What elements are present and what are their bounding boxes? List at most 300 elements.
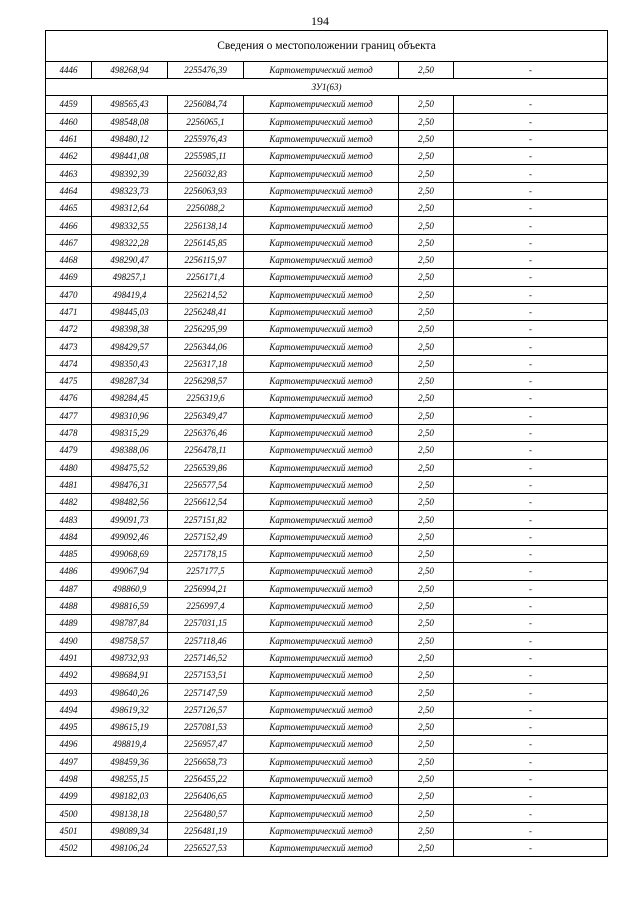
table-row — [46, 546, 608, 563]
table-row — [46, 597, 608, 614]
cell-method: Картометрический метод — [244, 494, 399, 511]
cell-accuracy: 2,50 — [399, 217, 454, 234]
cell-description: - — [454, 684, 608, 701]
cell-point-number: 4471 — [46, 303, 92, 320]
cell-method: Картометрический метод — [244, 736, 399, 753]
cell-method: Картометрический метод — [244, 424, 399, 441]
cell-y-coordinate: 2256527,53 — [168, 840, 244, 857]
cell-description: - — [454, 338, 608, 355]
cell-y-coordinate: 2256349,47 — [168, 407, 244, 424]
cell-method: Картометрический метод — [244, 130, 399, 147]
cell-description: - — [454, 217, 608, 234]
cell-y-coordinate: 2256376,46 — [168, 424, 244, 441]
table-row — [46, 718, 608, 735]
cell-method: Картометрический метод — [244, 840, 399, 857]
cell-method: Картометрический метод — [244, 718, 399, 735]
table-row — [46, 269, 608, 286]
cell-description: - — [454, 718, 608, 735]
cell-point-number: 4495 — [46, 718, 92, 735]
cell-accuracy: 2,50 — [399, 494, 454, 511]
cell-y-coordinate: 2257151,82 — [168, 511, 244, 528]
cell-y-coordinate: 2256138,14 — [168, 217, 244, 234]
cell-point-number: 4479 — [46, 442, 92, 459]
cell-point-number: 4468 — [46, 251, 92, 268]
cell-description: - — [454, 373, 608, 390]
cell-y-coordinate: 2256145,85 — [168, 234, 244, 251]
cell-point-number: 4459 — [46, 96, 92, 113]
cell-method: Картометрический метод — [244, 597, 399, 614]
table-row — [46, 753, 608, 770]
cell-description: - — [454, 62, 608, 79]
cell-y-coordinate: 2256577,54 — [168, 476, 244, 493]
cell-method: Картометрический метод — [244, 684, 399, 701]
cell-description: - — [454, 753, 608, 770]
cell-accuracy: 2,50 — [399, 355, 454, 372]
cell-description: - — [454, 736, 608, 753]
cell-accuracy: 2,50 — [399, 615, 454, 632]
cell-point-number: 4476 — [46, 390, 92, 407]
cell-point-number: 4466 — [46, 217, 92, 234]
cell-accuracy: 2,50 — [399, 286, 454, 303]
cell-x-coordinate: 499092,46 — [92, 528, 168, 545]
cell-x-coordinate: 498619,32 — [92, 701, 168, 718]
cell-point-number: 4486 — [46, 563, 92, 580]
cell-x-coordinate: 498268,94 — [92, 62, 168, 79]
cell-description: - — [454, 667, 608, 684]
cell-point-number: 4478 — [46, 424, 92, 441]
cell-y-coordinate: 2256478,11 — [168, 442, 244, 459]
cell-point-number: 4470 — [46, 286, 92, 303]
cell-method: Картометрический метод — [244, 701, 399, 718]
table-row — [46, 130, 608, 147]
cell-x-coordinate: 498392,39 — [92, 165, 168, 182]
cell-point-number: 4469 — [46, 269, 92, 286]
cell-accuracy: 2,50 — [399, 805, 454, 822]
table-row — [46, 615, 608, 632]
cell-y-coordinate: 2255476,39 — [168, 62, 244, 79]
cell-accuracy: 2,50 — [399, 753, 454, 770]
cell-y-coordinate: 2256248,41 — [168, 303, 244, 320]
table-row — [46, 788, 608, 805]
cell-accuracy: 2,50 — [399, 563, 454, 580]
cell-accuracy: 2,50 — [399, 130, 454, 147]
cell-accuracy: 2,50 — [399, 442, 454, 459]
cell-method: Картометрический метод — [244, 546, 399, 563]
cell-x-coordinate: 498419,4 — [92, 286, 168, 303]
cell-method: Картометрический метод — [244, 632, 399, 649]
cell-accuracy: 2,50 — [399, 822, 454, 839]
cell-x-coordinate: 498315,29 — [92, 424, 168, 441]
cell-description: - — [454, 321, 608, 338]
boundary-coordinates-table — [45, 30, 608, 857]
cell-point-number: 4480 — [46, 459, 92, 476]
cell-description: - — [454, 632, 608, 649]
cell-x-coordinate: 498182,03 — [92, 788, 168, 805]
cell-x-coordinate: 498482,56 — [92, 494, 168, 511]
cell-x-coordinate: 498106,24 — [92, 840, 168, 857]
cell-accuracy: 2,50 — [399, 580, 454, 597]
cell-x-coordinate: 498819,4 — [92, 736, 168, 753]
cell-point-number: 4477 — [46, 407, 92, 424]
cell-y-coordinate: 2256994,21 — [168, 580, 244, 597]
cell-method: Картометрический метод — [244, 165, 399, 182]
cell-description: - — [454, 182, 608, 199]
cell-method: Картометрический метод — [244, 649, 399, 666]
table-title-row — [46, 31, 608, 62]
cell-point-number: 4481 — [46, 476, 92, 493]
cell-y-coordinate: 2256539,86 — [168, 459, 244, 476]
table-row — [46, 424, 608, 441]
cell-y-coordinate: 2256317,18 — [168, 355, 244, 372]
section-row — [46, 79, 608, 96]
cell-accuracy: 2,50 — [399, 459, 454, 476]
cell-y-coordinate: 2256214,52 — [168, 286, 244, 303]
table-row — [46, 113, 608, 130]
cell-accuracy: 2,50 — [399, 649, 454, 666]
cell-accuracy: 2,50 — [399, 511, 454, 528]
cell-method: Картометрический метод — [244, 528, 399, 545]
cell-x-coordinate: 498640,26 — [92, 684, 168, 701]
cell-description: - — [454, 476, 608, 493]
table-row — [46, 580, 608, 597]
cell-description: - — [454, 770, 608, 787]
cell-point-number: 4496 — [46, 736, 92, 753]
cell-method: Картометрический метод — [244, 234, 399, 251]
cell-x-coordinate: 499091,73 — [92, 511, 168, 528]
cell-point-number: 4482 — [46, 494, 92, 511]
cell-point-number: 4492 — [46, 667, 92, 684]
table-row — [46, 200, 608, 217]
cell-y-coordinate: 2257118,46 — [168, 632, 244, 649]
cell-x-coordinate: 498255,15 — [92, 770, 168, 787]
cell-description: - — [454, 805, 608, 822]
table-row — [46, 217, 608, 234]
cell-method: Картометрический метод — [244, 563, 399, 580]
cell-y-coordinate: 2256997,4 — [168, 597, 244, 614]
table-row — [46, 684, 608, 701]
cell-point-number: 4490 — [46, 632, 92, 649]
table-row — [46, 303, 608, 320]
cell-x-coordinate: 498459,36 — [92, 753, 168, 770]
table-row — [46, 148, 608, 165]
cell-accuracy: 2,50 — [399, 113, 454, 130]
cell-x-coordinate: 498310,96 — [92, 407, 168, 424]
table-row — [46, 476, 608, 493]
table-row — [46, 840, 608, 857]
cell-method: Картометрический метод — [244, 373, 399, 390]
cell-point-number: 4474 — [46, 355, 92, 372]
cell-accuracy: 2,50 — [399, 770, 454, 787]
table-row — [46, 528, 608, 545]
cell-point-number: 4500 — [46, 805, 92, 822]
cell-description: - — [454, 269, 608, 286]
cell-description: - — [454, 234, 608, 251]
cell-y-coordinate: 2255985,11 — [168, 148, 244, 165]
table-row — [46, 165, 608, 182]
table-row — [46, 563, 608, 580]
cell-y-coordinate: 2256344,06 — [168, 338, 244, 355]
cell-x-coordinate: 498445,03 — [92, 303, 168, 320]
cell-method: Картометрический метод — [244, 217, 399, 234]
table-row — [46, 494, 608, 511]
cell-method: Картометрический метод — [244, 390, 399, 407]
table-row — [46, 234, 608, 251]
cell-point-number: 4463 — [46, 165, 92, 182]
cell-x-coordinate: 498480,12 — [92, 130, 168, 147]
cell-y-coordinate: 2256084,74 — [168, 96, 244, 113]
cell-point-number: 4473 — [46, 338, 92, 355]
cell-y-coordinate: 2255976,43 — [168, 130, 244, 147]
cell-method: Картометрический метод — [244, 286, 399, 303]
table-row — [46, 632, 608, 649]
cell-description: - — [454, 615, 608, 632]
cell-description: - — [454, 511, 608, 528]
cell-point-number: 4491 — [46, 649, 92, 666]
cell-accuracy: 2,50 — [399, 424, 454, 441]
cell-accuracy: 2,50 — [399, 840, 454, 857]
table-row — [46, 407, 608, 424]
table-row — [46, 251, 608, 268]
cell-accuracy: 2,50 — [399, 148, 454, 165]
cell-x-coordinate: 498615,19 — [92, 718, 168, 735]
cell-accuracy: 2,50 — [399, 390, 454, 407]
cell-accuracy: 2,50 — [399, 182, 454, 199]
cell-method: Картометрический метод — [244, 321, 399, 338]
cell-description: - — [454, 546, 608, 563]
cell-method: Картометрический метод — [244, 62, 399, 79]
cell-description: - — [454, 597, 608, 614]
cell-x-coordinate: 498816,59 — [92, 597, 168, 614]
cell-point-number: 4467 — [46, 234, 92, 251]
cell-y-coordinate: 2256406,65 — [168, 788, 244, 805]
cell-x-coordinate: 498312,64 — [92, 200, 168, 217]
table-row — [46, 321, 608, 338]
cell-x-coordinate: 498476,31 — [92, 476, 168, 493]
cell-method: Картометрический метод — [244, 580, 399, 597]
cell-x-coordinate: 498089,34 — [92, 822, 168, 839]
cell-y-coordinate: 2257146,52 — [168, 649, 244, 666]
cell-accuracy: 2,50 — [399, 165, 454, 182]
cell-point-number: 4501 — [46, 822, 92, 839]
cell-description: - — [454, 286, 608, 303]
cell-method: Картометрический метод — [244, 96, 399, 113]
cell-accuracy: 2,50 — [399, 303, 454, 320]
cell-x-coordinate: 498290,47 — [92, 251, 168, 268]
cell-accuracy: 2,50 — [399, 234, 454, 251]
cell-accuracy: 2,50 — [399, 373, 454, 390]
cell-y-coordinate: 2256295,99 — [168, 321, 244, 338]
cell-accuracy: 2,50 — [399, 546, 454, 563]
table-row — [46, 459, 608, 476]
cell-x-coordinate: 498332,55 — [92, 217, 168, 234]
cell-accuracy: 2,50 — [399, 338, 454, 355]
cell-x-coordinate: 498322,28 — [92, 234, 168, 251]
cell-point-number: 4465 — [46, 200, 92, 217]
table-row — [46, 355, 608, 372]
cell-accuracy: 2,50 — [399, 62, 454, 79]
table-row — [46, 62, 608, 79]
cell-method: Картометрический метод — [244, 459, 399, 476]
cell-description: - — [454, 165, 608, 182]
cell-description: - — [454, 580, 608, 597]
cell-description: - — [454, 563, 608, 580]
cell-method: Картометрический метод — [244, 303, 399, 320]
cell-y-coordinate: 2257153,51 — [168, 667, 244, 684]
cell-point-number: 4494 — [46, 701, 92, 718]
table-row — [46, 338, 608, 355]
cell-method: Картометрический метод — [244, 753, 399, 770]
cell-description: - — [454, 459, 608, 476]
cell-description: - — [454, 96, 608, 113]
cell-method: Картометрический метод — [244, 148, 399, 165]
cell-y-coordinate: 2256455,22 — [168, 770, 244, 787]
cell-point-number: 4493 — [46, 684, 92, 701]
cell-point-number: 4484 — [46, 528, 92, 545]
table-row — [46, 701, 608, 718]
cell-method: Картометрический метод — [244, 788, 399, 805]
cell-x-coordinate: 499067,94 — [92, 563, 168, 580]
cell-x-coordinate: 498441,08 — [92, 148, 168, 165]
cell-method: Картометрический метод — [244, 476, 399, 493]
table-row — [46, 442, 608, 459]
cell-accuracy: 2,50 — [399, 788, 454, 805]
cell-point-number: 4502 — [46, 840, 92, 857]
cell-method: Картометрический метод — [244, 200, 399, 217]
table-row — [46, 649, 608, 666]
cell-x-coordinate: 498429,57 — [92, 338, 168, 355]
cell-method: Картометрический метод — [244, 182, 399, 199]
cell-x-coordinate: 498565,43 — [92, 96, 168, 113]
cell-method: Картометрический метод — [244, 407, 399, 424]
cell-y-coordinate: 2256171,4 — [168, 269, 244, 286]
cell-y-coordinate: 2256481,19 — [168, 822, 244, 839]
cell-point-number: 4499 — [46, 788, 92, 805]
cell-y-coordinate: 2257126,57 — [168, 701, 244, 718]
cell-x-coordinate: 498860,9 — [92, 580, 168, 597]
cell-description: - — [454, 442, 608, 459]
cell-method: Картометрический метод — [244, 355, 399, 372]
table-row — [46, 511, 608, 528]
cell-description: - — [454, 528, 608, 545]
cell-x-coordinate: 498323,73 — [92, 182, 168, 199]
table-row — [46, 805, 608, 822]
cell-x-coordinate: 498257,1 — [92, 269, 168, 286]
cell-point-number: 4460 — [46, 113, 92, 130]
cell-description: - — [454, 303, 608, 320]
cell-y-coordinate: 2256088,2 — [168, 200, 244, 217]
cell-y-coordinate: 2256063,93 — [168, 182, 244, 199]
cell-point-number: 4475 — [46, 373, 92, 390]
cell-description: - — [454, 494, 608, 511]
cell-accuracy: 2,50 — [399, 684, 454, 701]
cell-point-number: 4483 — [46, 511, 92, 528]
cell-accuracy: 2,50 — [399, 667, 454, 684]
cell-y-coordinate: 2257081,53 — [168, 718, 244, 735]
cell-description: - — [454, 390, 608, 407]
cell-point-number: 4464 — [46, 182, 92, 199]
cell-method: Картометрический метод — [244, 269, 399, 286]
cell-description: - — [454, 424, 608, 441]
cell-y-coordinate: 2256032,83 — [168, 165, 244, 182]
cell-y-coordinate: 2257177,5 — [168, 563, 244, 580]
cell-point-number: 4446 — [46, 62, 92, 79]
table-row — [46, 390, 608, 407]
cell-accuracy: 2,50 — [399, 407, 454, 424]
table-row — [46, 286, 608, 303]
cell-method: Картометрический метод — [244, 615, 399, 632]
cell-y-coordinate: 2256115,97 — [168, 251, 244, 268]
cell-point-number: 4488 — [46, 597, 92, 614]
cell-method: Картометрический метод — [244, 805, 399, 822]
cell-method: Картометрический метод — [244, 251, 399, 268]
cell-accuracy: 2,50 — [399, 701, 454, 718]
cell-y-coordinate: 2256065,1 — [168, 113, 244, 130]
cell-x-coordinate: 498475,52 — [92, 459, 168, 476]
cell-point-number: 4472 — [46, 321, 92, 338]
cell-x-coordinate: 498398,38 — [92, 321, 168, 338]
cell-description: - — [454, 148, 608, 165]
cell-y-coordinate: 2256658,73 — [168, 753, 244, 770]
cell-point-number: 4485 — [46, 546, 92, 563]
cell-x-coordinate: 498548,08 — [92, 113, 168, 130]
cell-y-coordinate: 2257031,15 — [168, 615, 244, 632]
cell-description: - — [454, 788, 608, 805]
table-body — [46, 31, 608, 857]
cell-method: Картометрический метод — [244, 113, 399, 130]
cell-y-coordinate: 2256612,54 — [168, 494, 244, 511]
cell-accuracy: 2,50 — [399, 476, 454, 493]
cell-accuracy: 2,50 — [399, 321, 454, 338]
cell-accuracy: 2,50 — [399, 736, 454, 753]
cell-x-coordinate: 498787,84 — [92, 615, 168, 632]
cell-y-coordinate: 2257152,49 — [168, 528, 244, 545]
cell-method: Картометрический метод — [244, 511, 399, 528]
table-row — [46, 96, 608, 113]
cell-accuracy: 2,50 — [399, 200, 454, 217]
cell-y-coordinate: 2257147,59 — [168, 684, 244, 701]
cell-method: Картометрический метод — [244, 667, 399, 684]
cell-description: - — [454, 200, 608, 217]
table-row — [46, 770, 608, 787]
cell-point-number: 4462 — [46, 148, 92, 165]
cell-x-coordinate: 498388,06 — [92, 442, 168, 459]
cell-accuracy: 2,50 — [399, 269, 454, 286]
cell-description: - — [454, 113, 608, 130]
cell-y-coordinate: 2256319,6 — [168, 390, 244, 407]
cell-method: Картометрический метод — [244, 822, 399, 839]
cell-accuracy: 2,50 — [399, 251, 454, 268]
cell-x-coordinate: 498758,57 — [92, 632, 168, 649]
cell-description: - — [454, 701, 608, 718]
cell-accuracy: 2,50 — [399, 597, 454, 614]
cell-method: Картометрический метод — [244, 770, 399, 787]
cell-y-coordinate: 2256298,57 — [168, 373, 244, 390]
cell-point-number: 4498 — [46, 770, 92, 787]
cell-description: - — [454, 822, 608, 839]
cell-y-coordinate: 2256957,47 — [168, 736, 244, 753]
cell-description: - — [454, 130, 608, 147]
table-row — [46, 373, 608, 390]
cell-point-number: 4497 — [46, 753, 92, 770]
cell-x-coordinate: 498138,18 — [92, 805, 168, 822]
cell-x-coordinate: 498287,34 — [92, 373, 168, 390]
table-title: Сведения о местоположении границ объекта — [46, 31, 608, 62]
cell-point-number: 4487 — [46, 580, 92, 597]
cell-accuracy: 2,50 — [399, 718, 454, 735]
cell-point-number: 4461 — [46, 130, 92, 147]
cell-x-coordinate: 498732,93 — [92, 649, 168, 666]
cell-description: - — [454, 251, 608, 268]
